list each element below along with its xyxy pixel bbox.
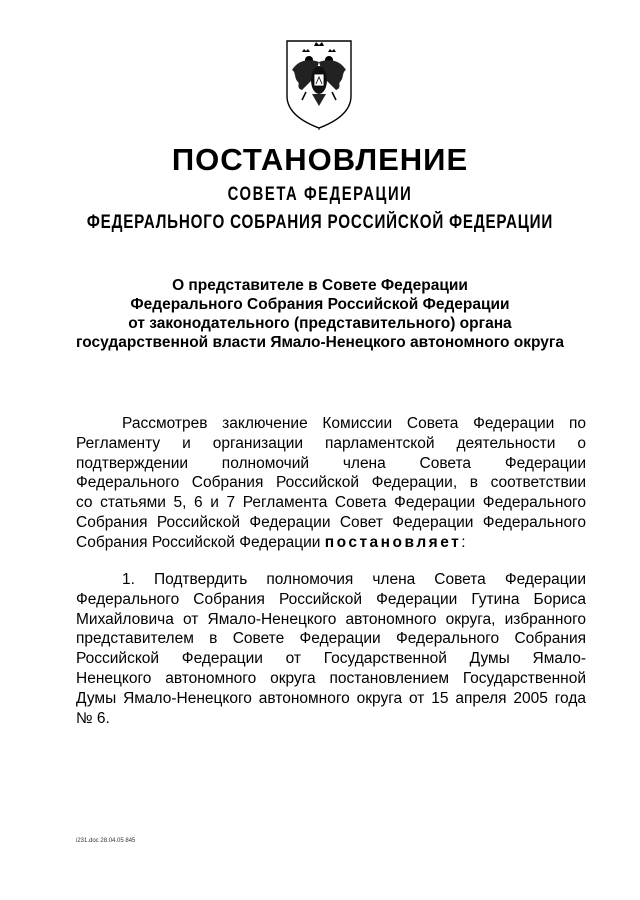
paragraph-line: Думы Ямало-Ненецкого автономного округа от 15 апреля 2005 года — [76, 689, 586, 707]
paragraph-line: Федерального Собрания Российской Федерации Гутина Бориса — [76, 590, 586, 608]
subject-line: от законодательного (представительного) органа — [128, 315, 512, 332]
paragraph-line: 1. Подтвердить полномочия члена Совета Федерации — [122, 571, 586, 588]
paragraph-line: Ненецкого автономного округа постановлением Государственной — [76, 669, 586, 687]
paragraph-line: № 6. — [76, 709, 110, 727]
paragraph-line-end: : — [461, 533, 466, 551]
emblem-icon — [284, 38, 354, 130]
clause-1-paragraph — [76, 570, 586, 728]
issuer-line-2: ФЕДЕРАЛЬНОГО СОБРАНИЯ РОССИЙСКОЙ ФЕДЕРАЦИИ — [86, 212, 554, 233]
issuer-line-1: СОВЕТА ФЕДЕРАЦИИ — [227, 184, 413, 205]
subject-line: Федерального Собрания Российской Федерации — [130, 296, 510, 313]
document-reference: i231.doc 28.04.05 845 — [76, 838, 136, 844]
paragraph-line: Регламенту и организации парламентской деятельности о — [76, 434, 586, 452]
paragraph-line: представителем в Совете Федерации Федерального Собрания — [76, 630, 586, 648]
paragraph-line: Собрания Российской Федерации Совет Федерации Федерального — [76, 513, 586, 531]
paragraph-line: со статьями 5, 6 и 7 Регламента Совета Федерации Федерального — [76, 494, 586, 512]
paragraph-line: подтверждении полномочий члена Совета Федерации — [76, 454, 586, 472]
paragraph-line: Российской Федерации от Государственной Думы Ямало- — [76, 650, 586, 668]
paragraph-line: Михайловича от Ямало-Ненецкого автономного округа, избранного — [76, 610, 586, 628]
subject-line: О представителе в Совете Федерации — [172, 277, 468, 294]
subject-line: государственной власти Ямало-Ненецкого автономного округа — [76, 334, 564, 351]
document-title: ПОСТАНОВЛЕНИЕ — [171, 142, 469, 177]
paragraph-line — [76, 533, 586, 553]
resolves-keyword: постановляет — [324, 533, 462, 551]
subject-heading — [40, 276, 600, 352]
preamble-paragraph — [76, 414, 586, 553]
paragraph-line: Рассмотрев заключение Комиссии Совета Федерации по — [122, 415, 586, 432]
paragraph-line-text: Собрания Российской Федерации — [76, 533, 321, 551]
paragraph-line: Федерального Собрания Российской Федерации, в соответствии — [76, 474, 586, 492]
